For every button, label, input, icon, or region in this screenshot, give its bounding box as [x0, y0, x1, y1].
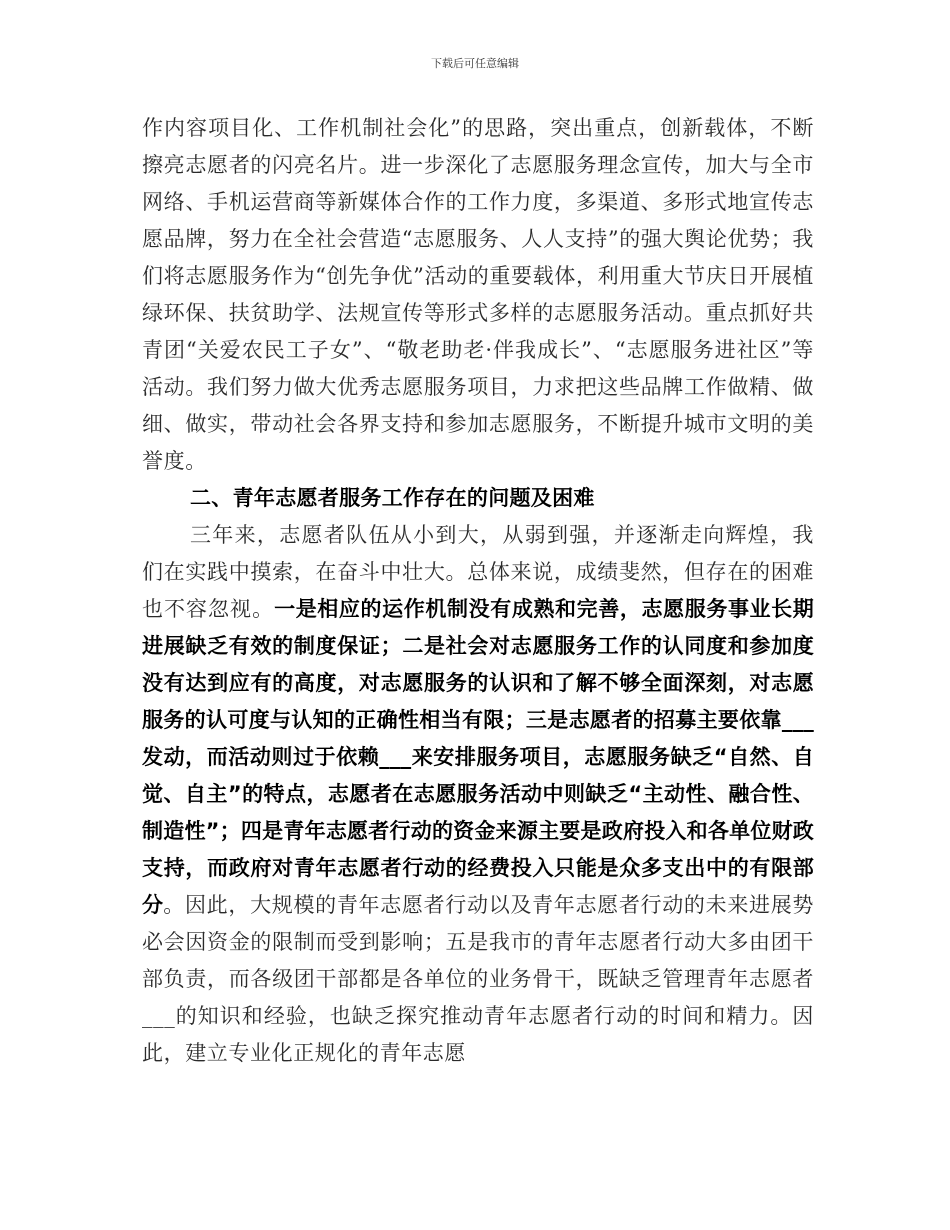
- paragraph-problems: [142, 517, 814, 1072]
- section-heading: 二、青年志愿者服务工作存在的问题及困难: [190, 486, 595, 510]
- paragraph-tail-text: 。因此，大规模的青年志愿者行动以及青年志愿者行动的未来进展势必会因资金的限制而受到影响；五是我市的青年志愿者行动大多由团干部负责，而各级团干部都是各单位的业务骨干，既缺乏管理青年志愿者___的知识和经验，也缺乏探究推动青年志愿者行动的时间和精力。因此，建立专业化正规化的青年志愿: [142, 893, 814, 1065]
- paragraph-continuation: 作内容项目化、工作机制社会化”的思路，突出重点，创新载体，不断擦亮志愿者的闪亮名片。进一步深化了志愿服务理念宣传，加大与全市网络、手机运营商等新媒体合作的工作力度，多渠道、多形式地宣传志愿品牌，努力在全社会营造“志愿服务、人人支持”的强大舆论优势；我们将志愿服务作为“创先争优”活动的重要载体，利用重大节庆日开展植绿环保、扶贫助学、法规宣传等形式多样的志愿服务活动。重点抓好共青团“关爱农民工子女”、“敬老助老·伴我成长”、“志愿服务进社区”等活动。我们努力做大优秀志愿服务项目，力求把这些品牌工作做精、做细、做实，带动社会各界支持和参加志愿服务，不断提升城市文明的美誉度。: [142, 116, 814, 473]
- document-body: [142, 110, 814, 1072]
- page-header: 下载后可任意编辑: [431, 57, 519, 70]
- paragraph-lead-text: 三年来，志愿者队伍从小到大，从弱到强，并逐渐走向辉煌，我们在实践中摸索，在奋斗中壮大。总体来说，成绩斐然，但存在的困难也不容忽视。: [142, 523, 814, 621]
- paragraph-bold-text: 一是相应的运作机制没有成熟和完善，志愿服务事业长期进展缺乏有效的制度保证；二是社会对志愿服务工作的认同度和参加度没有达到应有的高度，对志愿服务的认识和了解不够全面深刻，对志愿服务的认可度与认知的正确性相当有限；三是志愿者的招募主要依靠___发动，而活动则过于依赖___来安排服务项目，志愿服务缺乏“自然、自觉、自主”的特点，志愿者在志愿服务活动中则缺乏“主动性、融合性、制造性”；四是青年志愿者行动的资金来源主要是政府投入和各单位财政支持，而政府对青年志愿者行动的经费投入只能是众多支出中的有限部分: [142, 597, 814, 917]
